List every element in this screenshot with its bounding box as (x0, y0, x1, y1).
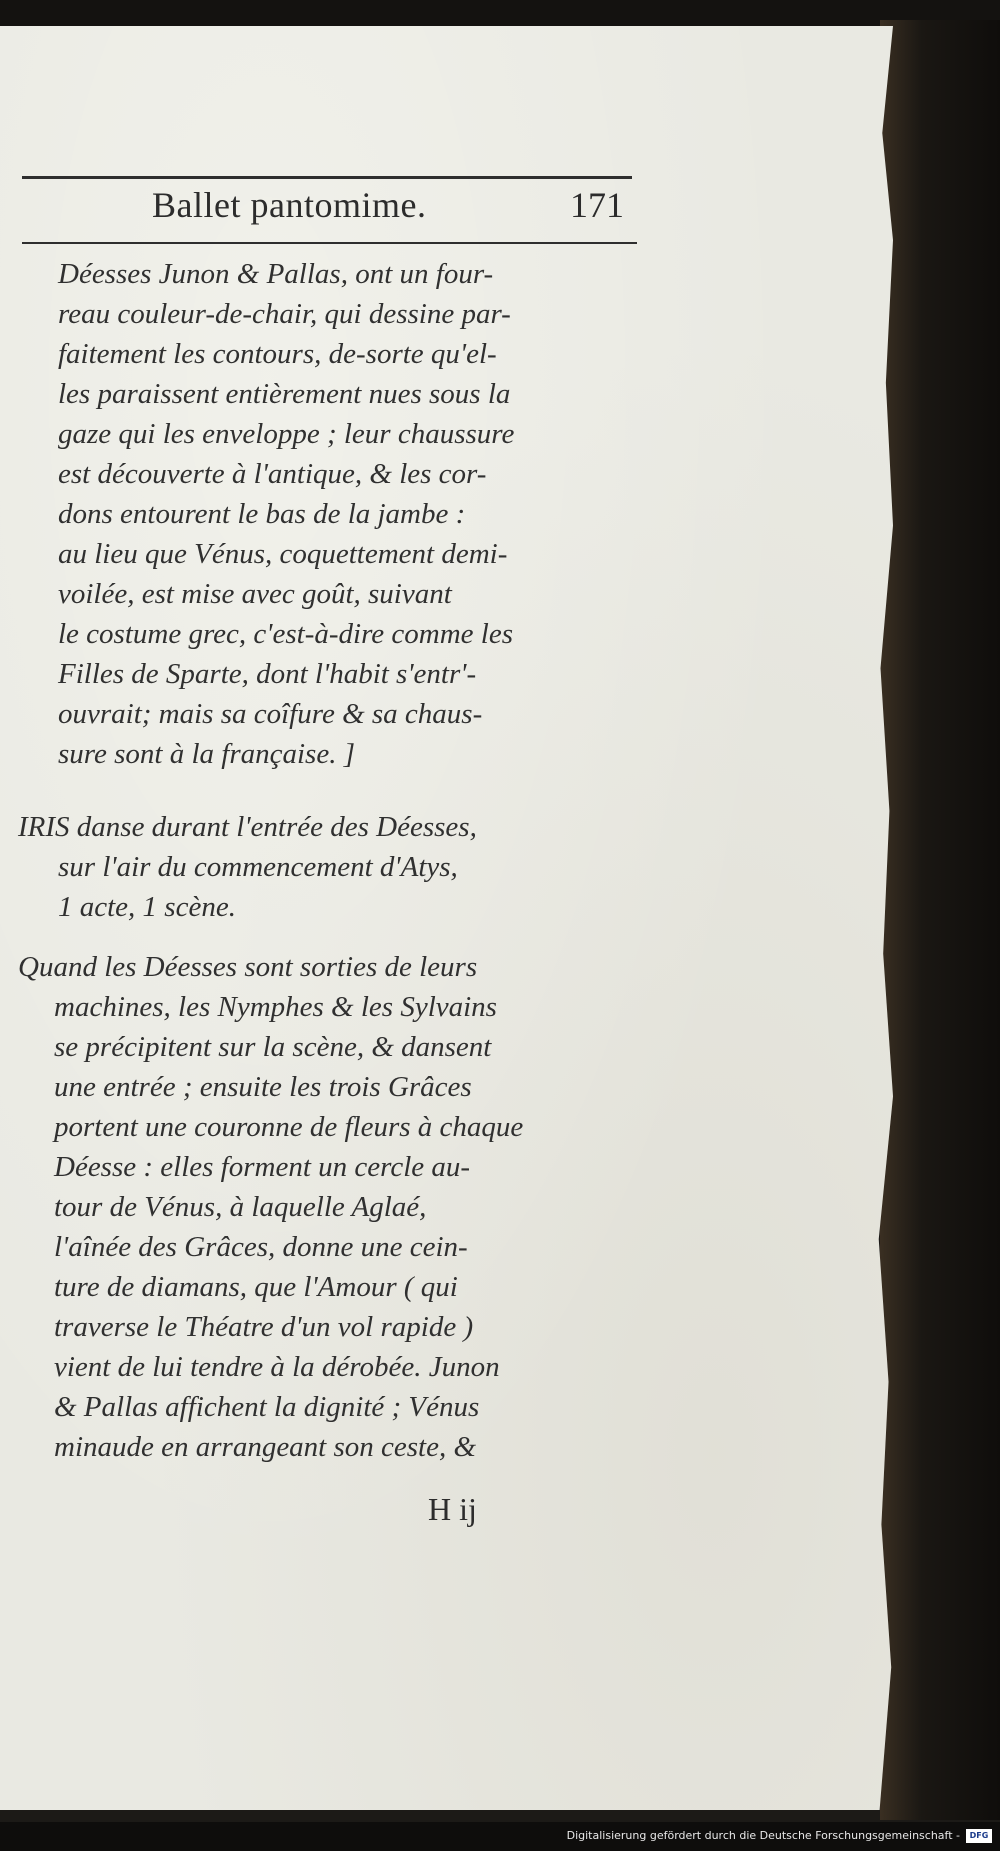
text-line: Filles de Sparte, dont l'habit s'entr'- (58, 658, 477, 690)
text-line: faitement les contours, de-sorte qu'el- (58, 338, 497, 370)
paragraph-iris (18, 807, 477, 927)
text-line: IRIS danse durant l'entrée des Déesses, (18, 811, 477, 843)
text-line: minaude en arrangeant son ceste, & (54, 1431, 477, 1463)
text-line: se précipitent sur la scène, & dansent (54, 1031, 492, 1063)
text-line: voilée, est mise avec goût, suivant (58, 578, 452, 610)
text-line: reau couleur-de-chair, qui dessine par- (58, 298, 511, 330)
text-line: une entrée ; ensuite les trois Grâces (54, 1071, 472, 1103)
text-line: est découverte à l'antique, & les cor- (58, 458, 487, 490)
dfg-logo: DFG (966, 1829, 992, 1843)
header-rule-top (22, 176, 632, 179)
text-line: & Pallas affichent la dignité ; Vénus (54, 1391, 480, 1423)
text-line: vient de lui tendre à la dérobée. Junon (54, 1351, 500, 1383)
scan-top-edge (0, 0, 1000, 26)
text-line: 1 acte, 1 scène. (58, 891, 236, 923)
text-line: ouvrait; mais sa coîfure & sa chaus- (58, 698, 483, 730)
paragraph-graces (18, 947, 523, 1467)
text-line: portent une couronne de fleurs à chaque (54, 1111, 524, 1143)
text-line: l'aînée des Grâces, donne une cein- (54, 1231, 468, 1263)
text-line: le costume grec, c'est-à-dire comme les (58, 618, 513, 650)
text-line: dons entourent le bas de la jambe : (58, 498, 466, 530)
text-line: gaze qui les enveloppe ; leur chaussure (58, 418, 515, 450)
text-line: les paraissent entièrement nues sous la (58, 378, 511, 410)
scan-right-shadow (880, 20, 1000, 1820)
page-number: 171 (570, 185, 624, 225)
text-line: au lieu que Vénus, coquettement demi- (58, 538, 508, 570)
text-line: sur l'air du commencement d'Atys, (58, 851, 458, 883)
text-line: sure sont à la française. ] (58, 738, 355, 770)
text-line: machines, les Nymphes & les Sylvains (54, 991, 497, 1023)
text-line: Déesse : elles forment un cercle au- (54, 1151, 471, 1183)
text-line: tour de Vénus, à laquelle Aglaé, (54, 1191, 427, 1223)
digitization-credit: Digitalisierung gefördert durch die Deutsche Forschungsgemeinschaft - (566, 1829, 960, 1842)
text-line: ture de diamans, que l'Amour ( qui (54, 1271, 458, 1303)
text-line: traverse le Théatre d'un vol rapide ) (54, 1311, 474, 1343)
text-line: Quand les Déesses sont sorties de leurs (18, 951, 478, 983)
text-line: Déesses Junon & Pallas, ont un four- (58, 258, 494, 290)
header-rule-bottom (22, 242, 637, 244)
running-head-title: Ballet pantomime. (152, 185, 427, 225)
paragraph-costume (58, 254, 514, 774)
signature-mark: H ij (428, 1491, 477, 1527)
